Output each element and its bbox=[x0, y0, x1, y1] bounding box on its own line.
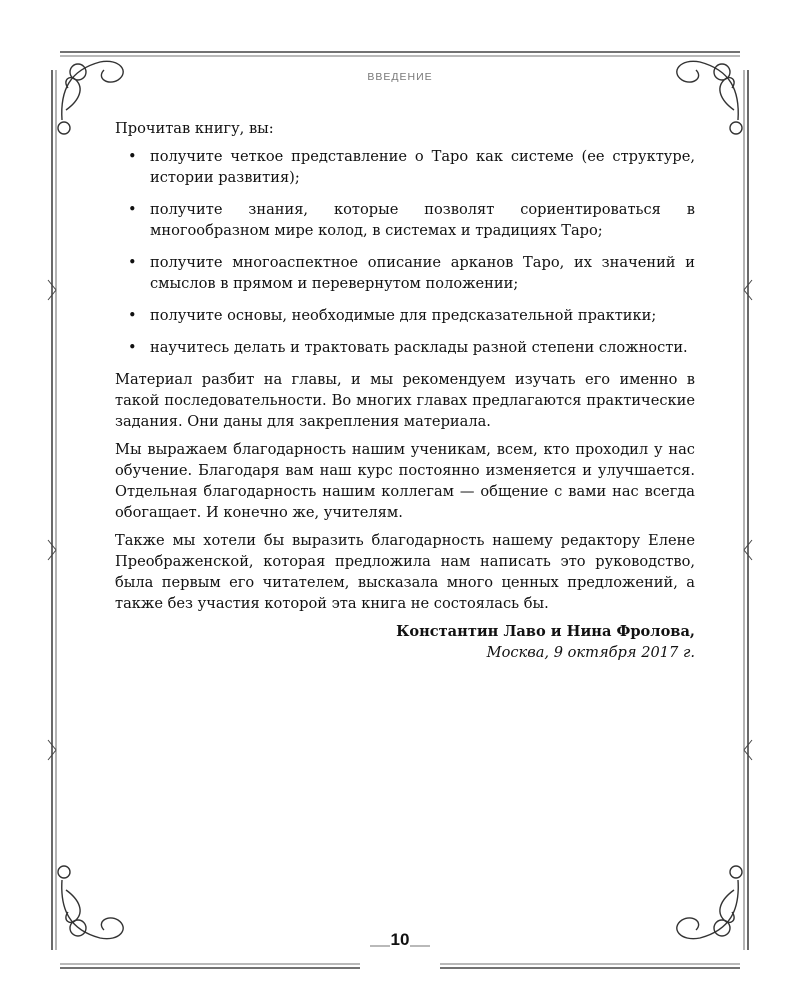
paragraph: Также мы хотели бы выразить благодарность нашему редактору Елене Преображенской, которая предложила нам написать это руководство, была первым его читателем, высказала много ценных предложений, а также без участия которой эта книга не состоялась бы. bbox=[115, 532, 695, 612]
list-item: • научитесь делать и трактовать расклады разной степени сложности. bbox=[128, 339, 688, 356]
list-item: • получите основы, необходимые для предсказательной практики; bbox=[128, 307, 657, 324]
intro-line: Прочитав книгу, вы: bbox=[115, 120, 274, 137]
body-text bbox=[115, 118, 695, 663]
paragraph: Мы выражаем благодарность нашим ученикам, всем, кто проходил у нас обучение. Благодаря вам наш курс постоянно изменяется и улучшается. Отдельная благодарность нашим коллегам — общение с вами нас всегда обогащает. И конечно же, учителям. bbox=[115, 441, 695, 521]
running-header: ВВЕДЕНИЕ bbox=[367, 71, 433, 83]
bullet-icon: • bbox=[128, 339, 137, 356]
bullet-icon: • bbox=[128, 307, 137, 324]
bullet-icon: • bbox=[128, 148, 137, 165]
page-number: 10 bbox=[390, 930, 410, 949]
signature bbox=[115, 621, 695, 663]
signature-place-date: Москва, 9 октября 2017 г. bbox=[486, 644, 695, 661]
bullet-list bbox=[115, 146, 695, 358]
list-item: • получите четкое представление о Таро как системе (ее структуре, истории развития); bbox=[128, 148, 695, 186]
bullet-icon: • bbox=[128, 201, 137, 218]
corner-flourish-bottom-right bbox=[677, 866, 742, 939]
list-item: • получите многоаспектное описание арканов Таро, их значений и смыслов в прямом и перевернутом положении; bbox=[128, 254, 695, 292]
signature-authors: Константин Лаво и Нина Фролова, bbox=[396, 623, 695, 640]
bullet-icon: • bbox=[128, 254, 137, 271]
paragraph: Материал разбит на главы, и мы рекомендуем изучать его именно в такой последовательности. Во многих главах предлагаются практические задания. Они даны для закрепления материала. bbox=[115, 371, 695, 430]
list-item: • получите знания, которые позволят сориентироваться в многообразном мире колод, в системах и традициях Таро; bbox=[128, 201, 695, 239]
corner-flourish-bottom-left bbox=[58, 866, 123, 939]
